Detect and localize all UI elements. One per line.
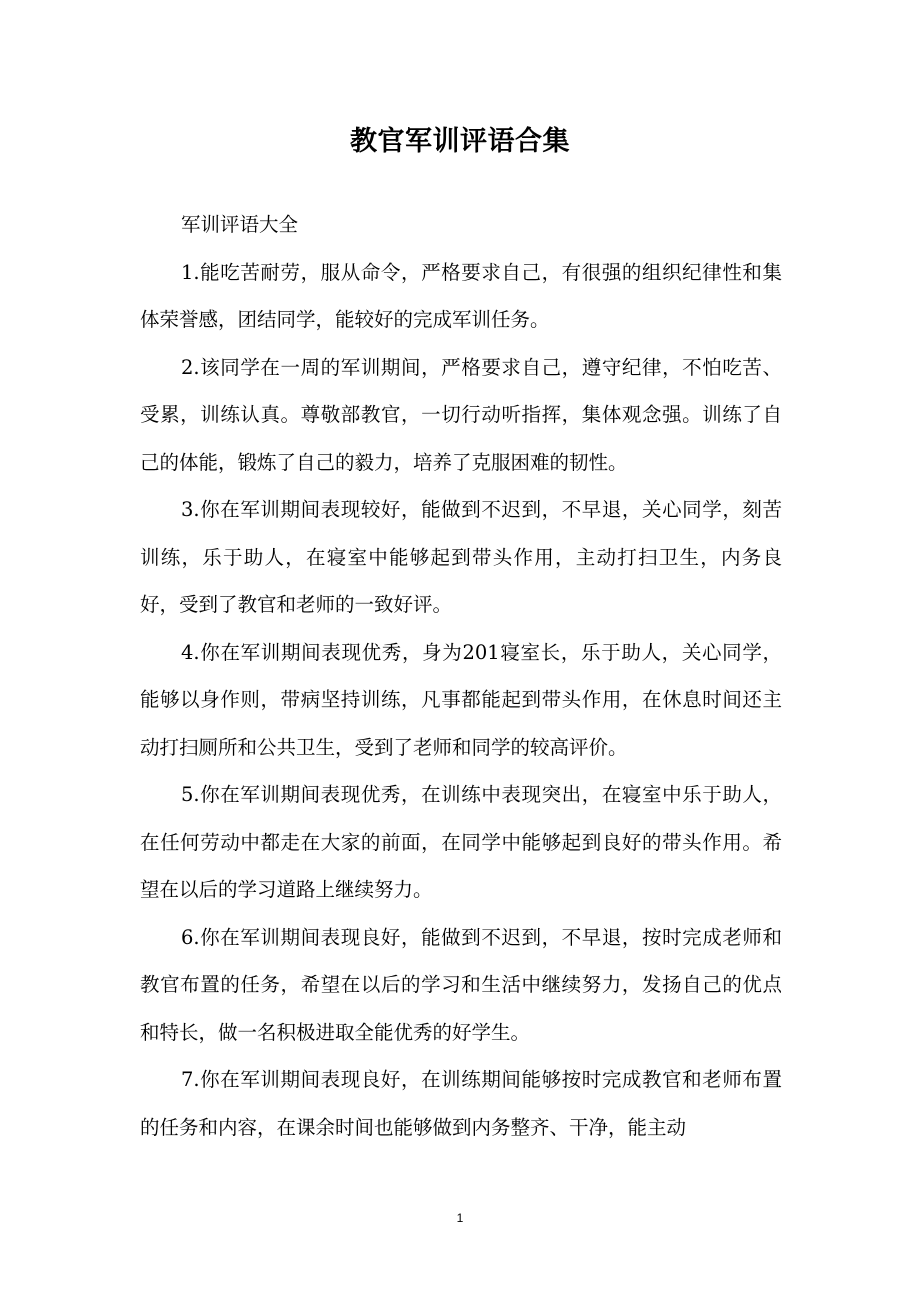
section-heading: 军训评语大全 [181,213,299,236]
page-number: 1 [456,1211,464,1225]
paragraph-item-3: 3.你在军训期间表现较好，能做到不迟到，不早退，关心同学，刻苦训练，乐于助人，在寝室中能够起到带头作用，主动打扫卫生，内务良好，受到了教官和老师的一致好评。 [140,498,782,616]
paragraph-item-1: 1.能吃苦耐劳，服从命令，严格要求自己，有很强的组织纪律性和集体荣誉感，团结同学，能较好的完成军训任务。 [140,260,782,331]
paragraph-item-2: 2.该同学在一周的军训期间，严格要求自己，遵守纪律，不怕吃苦、受累，训练认真。尊敬部教官，一切行动听指挥，集体观念强。训练了自己的体能，锻炼了自己的毅力，培养了克服困难的韧性。 [140,355,782,474]
document-body [140,201,782,1151]
paragraph-item-6: 6.你在军训期间表现良好，能做到不迟到，不早退，按时完成老师和教官布置的任务，希望在以后的学习和生活中继续努力，发扬自己的优点和特长，做一名积极进取全能优秀的好学生。 [140,925,782,1044]
paragraph-item-4: 4.你在军训期间表现优秀，身为201寝室长，乐于助人，关心同学，能够以身作则，带病坚持训练，凡事都能起到带头作用，在休息时间还主动打扫厕所和公共卫生，受到了老师和同学的较高评价。 [140,640,782,759]
document-title: 教官军训评语合集 [350,126,570,157]
paragraph-item-7: 7.你在军训期间表现良好，在训练期间能够按时完成教官和老师布置的任务和内容，在课余时间也能够做到内务整齐、干净，能主动 [140,1068,782,1139]
paragraph-item-5: 5.你在军训期间表现优秀，在训练中表现突出，在寝室中乐于助人，在任何劳动中都走在大家的前面，在同学中能够起到良好的带头作用。希望在以后的学习道路上继续努力。 [140,783,782,901]
